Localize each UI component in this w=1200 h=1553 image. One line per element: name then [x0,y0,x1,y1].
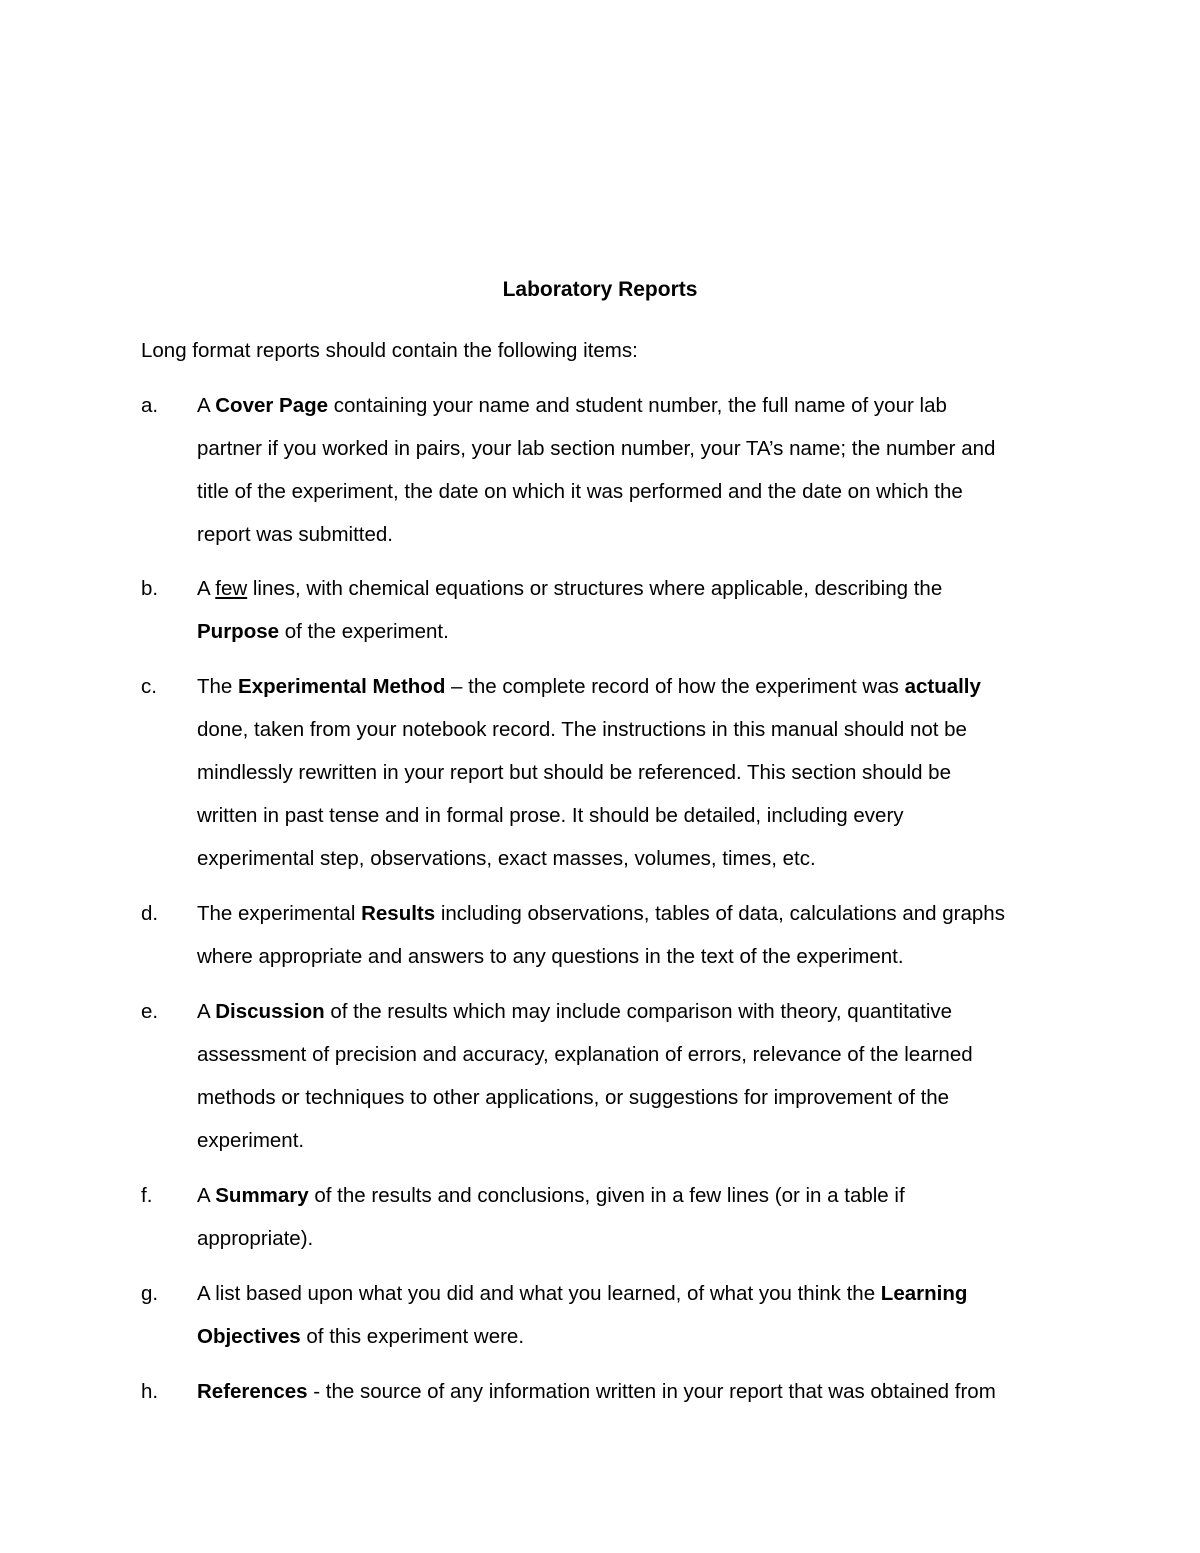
item-text [197,1272,1071,1358]
item-letter: g. [141,1282,159,1305]
item-line [197,1174,1071,1217]
text-run: partner if you worked in pairs, your lab section number, your TA’s name; the number and [197,437,996,460]
item-letter: a. [141,394,159,417]
item-line [197,1370,1071,1413]
item-letter: e. [141,1000,159,1023]
text-run: containing your name and student number, the full name of your lab [328,394,947,417]
item-text [197,1174,1071,1260]
text-run: of the experiment. [279,620,449,643]
item-line [197,384,1071,427]
item-line [197,1217,1071,1260]
item-line [197,665,1071,708]
item-line [197,935,1071,978]
text-run: appropriate). [197,1227,314,1250]
text-run: including observations, tables of data, calculations and graphs [435,902,1005,925]
item-line [197,794,1071,837]
bold-term: actually [904,675,981,698]
bold-term: Summary [215,1184,309,1207]
item-line [197,470,1071,513]
underlined-word: few [215,577,248,600]
item-letter: f. [141,1184,153,1207]
text-run: experimental step, observations, exact masses, volumes, times, etc. [197,847,816,870]
item-line [197,427,1071,470]
bold-term: Cover Page [215,394,329,417]
bold-term: Objectives [197,1325,301,1348]
text-run: methods or techniques to other applications, or suggestions for improvement of the [197,1086,950,1109]
text-run: - the source of any information written in your report that was obtained from [307,1380,996,1403]
item-line [197,567,1071,610]
text-run: of the results which may include comparison with theory, quantitative [324,1000,953,1023]
item-text [197,384,1071,556]
item-text [197,567,1071,653]
item-text [197,665,1071,880]
bold-term: Results [361,902,436,925]
text-run: A [197,394,216,417]
bold-term: Experimental Method [238,675,446,698]
item-letter: h. [141,1380,159,1403]
text-run: lines, with chemical equations or structures where applicable, describing the [247,577,943,600]
text-run: The [197,675,239,698]
item-letter: b. [141,577,159,600]
item-line [197,837,1071,880]
item-line [197,1272,1071,1315]
bold-term: Purpose [197,620,280,643]
item-line [197,1119,1071,1162]
text-run: The experimental [197,902,362,925]
item-line [197,513,1071,556]
item-line [197,610,1071,653]
text-run: A [197,1184,216,1207]
text-run: A [197,1000,216,1023]
item-line [197,751,1071,794]
item-letter: c. [141,675,157,698]
text-run: report was submitted. [197,523,393,546]
item-line [197,1076,1071,1119]
item-line [197,1033,1071,1076]
item-text [197,892,1071,978]
text-run: A list based upon what you did and what you learned, of what you think the [197,1282,881,1305]
item-text [197,1370,1071,1413]
item-line [197,990,1071,1033]
text-run: mindlessly rewritten in your report but should be referenced. This section should be [197,761,951,784]
text-run: title of the experiment, the date on which it was performed and the date on which the [197,480,963,503]
bold-term: Learning [880,1282,968,1305]
text-run: assessment of precision and accuracy, explanation of errors, relevance of the learned [197,1043,973,1066]
item-text [197,990,1071,1162]
item-line [197,708,1071,751]
text-run: A [197,577,216,600]
bold-term: References [197,1380,308,1403]
text-run: experiment. [197,1129,305,1152]
text-run: where appropriate and answers to any questions in the text of the experiment. [197,945,904,968]
text-run: of this experiment were. [300,1325,525,1348]
item-line [197,1315,1071,1358]
item-letter: d. [141,902,159,925]
text-run: of the results and conclusions, given in a few lines (or in a table if [308,1184,905,1207]
bold-term: Discussion [215,1000,325,1023]
text-run: done, taken from your notebook record. The instructions in this manual should not be [197,718,967,741]
item-line [197,892,1071,935]
text-run: written in past tense and in formal prose. It should be detailed, including every [197,804,904,827]
text-run: – the complete record of how the experiment was [445,675,905,698]
document-title: Laboratory Reports [502,278,698,301]
intro-text: Long format reports should contain the following items: [141,339,638,362]
